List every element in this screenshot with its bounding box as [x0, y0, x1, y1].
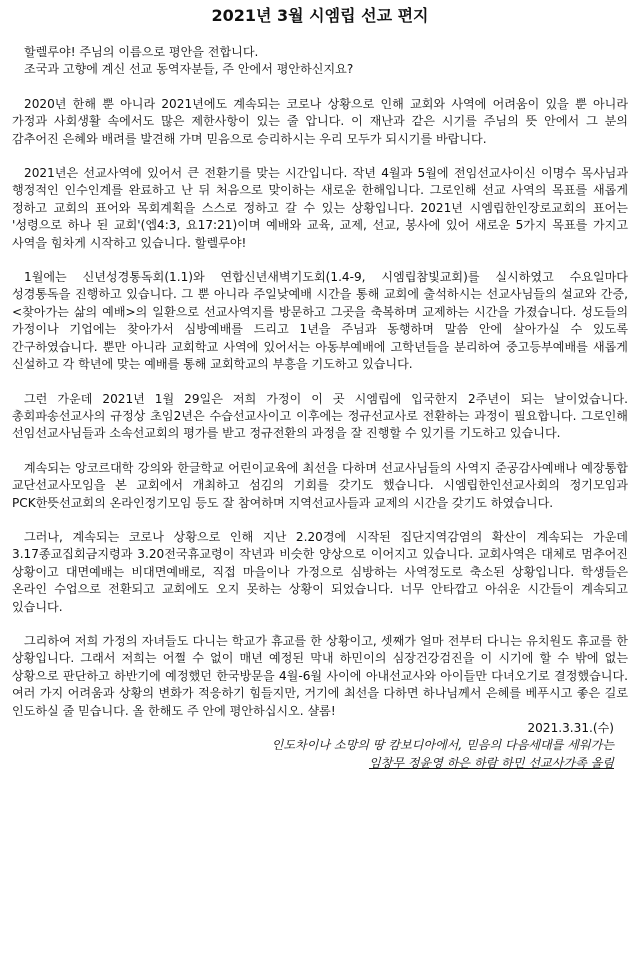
paragraph-january-activities: 1월에는 신년성경통독회(1.1)와 연합신년새벽기도회(1.4-9, 시엠립참빛교회)를 실시하였고 수요일마다 성경통독을 진행하고 있습니다. 그 뿐 아니라 주일낮예배 시간을 통해 교회에 출석하시는 선교사님들의 설교와 간증, <찾아가는 삶의 예배>의 일환으로 선교사역지를 방문하고 그곳을 축복하며 교제하는 시간을 가졌습니다. 성도들의 가정이나 기업에는 찾아가서 심방예배를 드리고 1년을 주님과 동행하며 말씀 안에 살아가실 수 있도록 간구하였습니다. 뿐만 아니라 교회학교 사역에 있어서는 아동부예배에 고학년들을 분리하여 중고등부예배를 새롭게 신설하고 각 학년에 맞는 예배를 통해 교회학교의 부흥을 기도하고 있습니다.: [12, 270, 628, 372]
letter-body: [12, 44, 628, 720]
letter-title: 2021년 3월 시엠립 선교 편지: [211, 6, 429, 25]
paragraph-family-news: 그리하여 저희 가정의 자녀들도 다니는 학교가 휴교를 한 상황이고, 셋째가 얼마 전부터 다니는 유치원도 휴교를 한 상황입니다. 그래서 저희는 어쩔 수 없이 매년 예정된 막내 하민이의 심장건강검진을 이 시기에 할 수 밖에 없는 상황으로 판단하고 하반기에 예정했던 한국방문을 4월-6월 사이에 아내선교사와 아이들만 다녀오기로 결정했습니다. 여러 가지 어려움과 상황의 변화가 적응하기 힘들지만, 거기에 최선을 다하면 하나님께서 은혜를 베푸시고 좋은 길로 인도하실 줄 믿습니다. 올 한해도 주 안에 평안하십시오. 샬롬!: [12, 633, 628, 718]
paragraph-turning-point: 2021년은 선교사역에 있어서 큰 전환기를 맞는 시간입니다. 작년 4월과 5월에 전임선교사이신 이명수 목사님과 행정적인 인수인계를 완료하고 난 뒤 처음으로 맞이하는 새로운 한해입니다. 그로인해 선교 사역의 목표를 새롭게 정하고 교회의 표어와 목회계획을 스스로 정하고 갈 수 있는 상황입니다. 2021년 시엠립한인장로교회의 표어는 '성령으로 하나 된 교회'(엡4:3, 요17:21)이며 예배와 교육, 교제, 선교, 봉사에 있어 새로운 5가지 목표를 가지고 사역을 힘차게 시작하고 있습니다. 할렐루야!: [12, 166, 628, 250]
paragraph-covid-situation: 그러나, 계속되는 코로나 상황으로 인해 지난 2.20경에 시작된 집단지역감염의 확산이 계속되는 가운데 3.17종교집회금지령과 3.20전국휴교령이 작년과 비슷한 양상으로 이어지고 있습니다. 교회사역은 대체로 멈추어진 상황이고 대면예배는 비대면예배로, 직접 마을이나 가정으로 심방하는 사역정도로 축소된 상황입니다. 학생들은 온라인 수업으로 전환되고 교회에도 오지 못하는 상황이 되었습니다. 너무 안타깝고 아쉬운 시간들이 계속되고 있습니다.: [12, 529, 628, 614]
signature-line-1: 인도차이나 소망의 땅 캄보디아에서, 믿음의 다음세대를 세워가는: [271, 738, 614, 753]
paragraph-ministry-continues: 계속되는 앙코르대학 강의와 한글학교 어린이교육에 최선을 다하며 선교사님들의 사역지 준공감사예배나 예장통합 교단선교사모임을 본 교회에서 개최하고 섬김의 기회를 갖기도 했습니다. 시엠립한인선교사회의 정기모임과 PCK한뜻선교회의 온라인정기모임 등도 잘 참여하며 지역선교사들과 교제의 시간을 갖기도 하였습니다.: [12, 460, 628, 510]
greeting-line-1: 할렐루야! 주님의 이름으로 평안을 전합니다.: [24, 45, 259, 59]
greeting-line-2: 조국과 고향에 계신 선교 동역자분들, 주 안에서 평안하신지요?: [24, 62, 354, 77]
paragraph-second-anniversary: 그런 가운데 2021년 1월 29일은 저희 가정이 이 곳 시엠립에 입국한지 2주년이 되는 날이었습니다. 총회파송선교사의 규정상 초임2년은 수습선교사이고 이후에는 정규선교사로 전환하는 과정이 필요합니다. 그로인해 선임선교사님들과 소속선교회의 평가를 받고 정규전환의 과정을 잘 진행할 수 있기를 기도하고 있습니다.: [12, 391, 628, 441]
signature-line-2: 임창무 정윤영 하은 하람 하민 선교사가족 올림: [368, 755, 614, 770]
letter-date: 2021.3.31.(수): [527, 721, 614, 735]
paragraph-covid-intro: 2020년 한해 뿐 아니라 2021년에도 계속되는 코로나 상황으로 인해 교회와 사역에 어려움이 있을 뿐 아니라 가정과 사회생활 속에서도 많은 제한사항이 있는 줄 압니다. 이 재난과 같은 시기를 주님의 뜻 안에서 그 분의 감추어진 은혜와 배려를 발견해 가며 믿음으로 승리하시는 우리 모두가 되시기를 바랍니다.: [12, 96, 628, 146]
